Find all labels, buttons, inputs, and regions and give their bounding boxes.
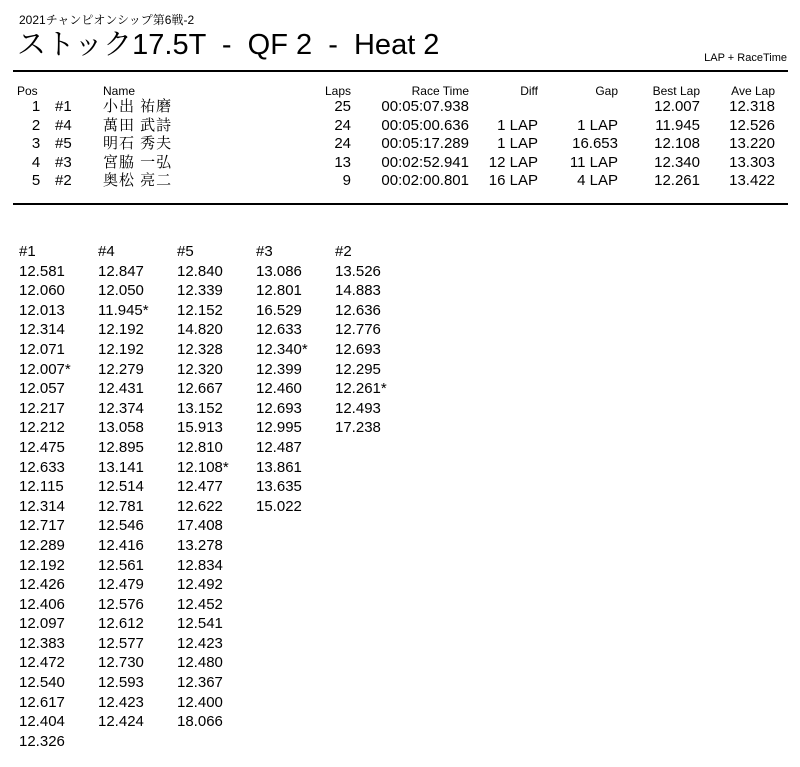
lap-column-car-number: #5 [177,243,194,260]
lap-time: 12.320 [177,360,223,378]
result-diff: 16 LAP [488,172,538,190]
lap-time: 12.374 [98,399,144,417]
lap-time: 12.295 [335,360,381,378]
lap-time: 12.192 [19,556,65,574]
lap-column [335,242,414,751]
lap-time: 13.526 [335,262,381,280]
lap-time: 12.636 [335,301,381,319]
results-row [17,117,775,136]
lap-time: 12.477 [177,478,223,496]
col-header-best-lap: Best Lap [652,84,700,98]
result-race-time: 00:02:00.801 [381,172,469,190]
lap-column-car-number: #1 [19,243,36,260]
lap-time: 12.667 [177,380,223,398]
lap-time: 12.424 [98,713,144,731]
result-pos: 4 [31,153,41,171]
lap-time: 12.472 [19,654,65,672]
lap-time: 16.529 [256,301,302,319]
result-best-lap: 12.007 [654,98,700,115]
lap-time: 15.913 [177,419,223,437]
result-car-number: #5 [55,135,72,153]
lap-time: 12.514 [98,478,144,496]
result-gap [538,98,618,117]
lap-time: 12.581 [19,262,65,280]
lap-time: 12.192 [98,321,144,339]
lap-column [19,242,98,751]
lap-column [256,242,335,751]
lap-time: 12.007* [19,360,71,378]
result-gap: 1 LAP [577,116,618,134]
results-row [17,135,775,154]
lap-time: 12.314 [19,497,65,515]
result-laps: 25 [334,98,351,115]
result-ave-lap: 12.526 [729,116,775,134]
results-row [17,98,775,117]
lap-time: 12.406 [19,595,65,613]
result-ave-lap: 13.220 [729,135,775,153]
result-laps: 24 [334,116,351,134]
result-driver-name: 明石 秀夫 [103,135,173,153]
col-header-number [55,84,103,98]
result-best-lap: 12.108 [654,135,700,153]
report-mode-label: LAP + RaceTime [704,52,787,64]
lap-time: 12.400 [177,693,223,711]
lap-time: 12.479 [98,576,144,594]
lap-time: 15.022 [256,497,302,515]
lap-time: 12.730 [98,654,144,672]
lap-time: 18.066 [177,713,223,731]
results-header-row [17,84,775,98]
lap-time: 12.541 [177,615,223,633]
lap-time: 12.612 [98,615,144,633]
lap-time: 12.810 [177,438,223,456]
lap-time: 12.834 [177,556,223,574]
lap-time: 12.404 [19,713,65,731]
result-laps: 24 [334,135,351,153]
lap-time: 12.217 [19,399,65,417]
lap-time: 12.339 [177,282,223,300]
lap-time: 12.261* [335,380,387,398]
lap-time: 12.399 [256,360,302,378]
lap-time: 12.108* [177,458,229,476]
result-pos: 5 [31,172,41,190]
result-diff: 12 LAP [488,153,538,171]
lap-time: 12.452 [177,595,223,613]
lap-time: 12.717 [19,517,65,535]
lap-time: 12.152 [177,301,223,319]
lap-time: 12.840 [177,262,223,280]
lap-time: 13.635 [256,478,302,496]
divider-bottom [13,203,788,205]
col-header-diff: Diff [520,84,538,98]
col-header-gap: Gap [595,84,618,98]
lap-time: 12.340* [256,340,308,358]
result-ave-lap: 13.422 [729,172,775,190]
result-ave-lap: 12.318 [729,98,775,115]
result-race-time: 00:05:17.289 [381,135,469,153]
lap-column-car-number: #3 [256,243,273,260]
lap-time: 12.013 [19,301,65,319]
lap-time: 12.693 [256,399,302,417]
lap-column-car-number: #4 [98,243,115,260]
result-pos: 1 [31,98,41,115]
result-car-number: #1 [55,98,72,115]
result-car-number: #4 [55,116,72,134]
col-header-ave-lap: Ave Lap [731,84,775,98]
lap-time: 12.475 [19,438,65,456]
race-title: ストック17.5T - QF 2 - Heat 2 [17,29,440,61]
lap-time: 12.060 [19,282,65,300]
result-race-time: 00:05:07.938 [381,98,469,115]
lap-time: 12.593 [98,674,144,692]
lap-time: 12.289 [19,536,65,554]
lap-time: 12.460 [256,380,302,398]
lap-column [98,242,177,751]
lap-time: 12.487 [256,438,302,456]
lap-time: 12.693 [335,340,381,358]
result-diff: 1 LAP [497,116,538,134]
result-driver-name: 奥松 亮二 [103,172,173,190]
lap-time: 12.995 [256,419,302,437]
divider-top [13,70,788,72]
result-race-time: 00:02:52.941 [381,153,469,171]
col-header-pos: Pos [17,84,38,98]
result-laps: 9 [342,172,351,190]
results-row [17,172,775,191]
col-header-race-time: Race Time [411,84,469,98]
result-race-time: 00:05:00.636 [381,116,469,134]
lap-time: 12.050 [98,282,144,300]
result-best-lap: 12.261 [654,172,700,190]
lap-time: 12.192 [98,340,144,358]
lap-time: 12.367 [177,674,223,692]
lap-time: 12.633 [256,321,302,339]
lap-time: 13.086 [256,262,302,280]
lap-time: 12.212 [19,419,65,437]
lap-time: 12.314 [19,321,65,339]
result-gap: 16.653 [572,135,618,153]
lap-time: 12.071 [19,340,65,358]
lap-time: 13.861 [256,458,302,476]
result-gap: 11 LAP [569,153,618,171]
lap-time: 12.423 [98,693,144,711]
lap-time: 12.622 [177,497,223,515]
result-driver-name: 萬田 武詩 [103,116,173,134]
lap-time: 12.416 [98,536,144,554]
results-table [17,84,775,191]
lap-time: 12.576 [98,595,144,613]
result-car-number: #2 [55,172,72,190]
lap-time: 14.820 [177,321,223,339]
lap-time: 13.278 [177,536,223,554]
lap-time: 12.431 [98,380,144,398]
result-diff [469,98,538,117]
lap-times-grid [19,242,414,751]
lap-time: 12.057 [19,380,65,398]
lap-time: 12.480 [177,654,223,672]
lap-time: 12.633 [19,458,65,476]
lap-time: 13.141 [98,458,144,476]
lap-time: 12.383 [19,634,65,652]
lap-time: 12.097 [19,615,65,633]
lap-time: 12.546 [98,517,144,535]
lap-time: 13.058 [98,419,144,437]
col-header-name: Name [103,84,136,98]
lap-time: 13.152 [177,399,223,417]
lap-time: 11.945* [98,301,149,319]
lap-time: 12.328 [177,340,223,358]
lap-column-car-number: #2 [335,243,352,260]
lap-time: 12.326 [19,732,65,750]
lap-time: 12.279 [98,360,144,378]
result-pos: 3 [31,135,41,153]
lap-time: 12.781 [98,497,144,515]
result-pos: 2 [31,116,41,134]
col-header-laps: Laps [324,84,351,98]
lap-time: 12.847 [98,262,144,280]
result-laps: 13 [334,153,351,171]
results-body [17,98,775,191]
lap-time: 12.540 [19,674,65,692]
race-subtitle: 2021チャンピオンシップ第6戦-2 [19,13,195,27]
lap-column [177,242,256,751]
result-car-number: #3 [55,153,72,171]
lap-time: 12.895 [98,438,144,456]
lap-time: 12.617 [19,693,65,711]
lap-time: 12.561 [98,556,144,574]
result-gap: 4 LAP [577,172,618,190]
result-diff: 1 LAP [497,135,538,153]
lap-time: 17.408 [177,517,223,535]
lap-time: 12.492 [177,576,223,594]
result-best-lap: 11.945 [655,116,700,134]
result-driver-name: 宮脇 一弘 [103,153,173,171]
lap-time: 12.423 [177,634,223,652]
result-ave-lap: 13.303 [729,153,775,171]
lap-time: 12.776 [335,321,381,339]
results-row [17,154,775,173]
lap-time: 12.577 [98,634,144,652]
lap-time: 12.801 [256,282,302,300]
lap-time: 12.115 [19,478,64,496]
lap-time: 14.883 [335,282,381,300]
lap-time: 12.493 [335,399,381,417]
lap-time: 12.426 [19,576,65,594]
result-best-lap: 12.340 [654,153,700,171]
result-driver-name: 小出 祐磨 [103,98,173,115]
lap-time: 17.238 [335,419,381,437]
